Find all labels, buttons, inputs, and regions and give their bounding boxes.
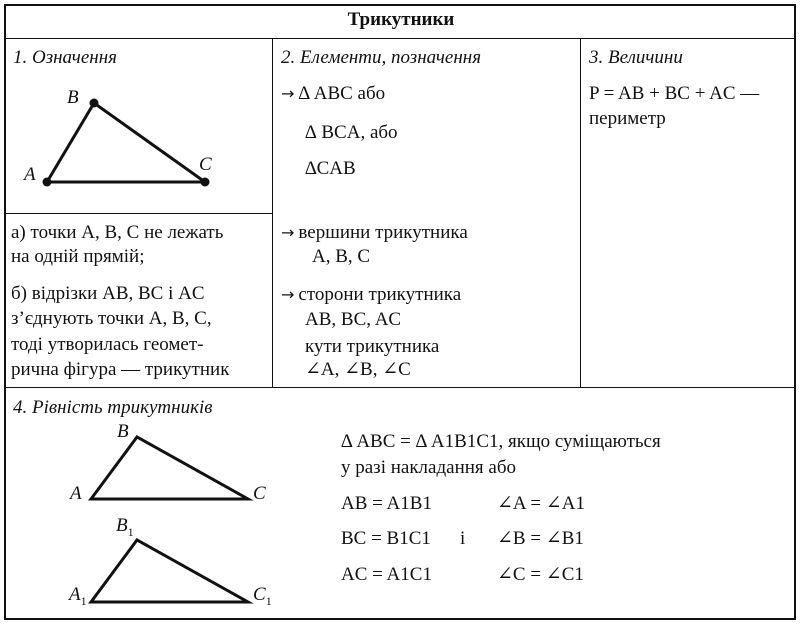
t2-label-c: $C_1$: [253, 584, 272, 608]
arrow-right-icon: →: [281, 223, 295, 242]
col3-header: 3. Величини: [589, 47, 683, 68]
arrow-right-icon: →: [281, 285, 295, 304]
angle-equality-3: ∠C = ∠C1: [497, 564, 584, 585]
side-equality-3: AC = A1C1: [341, 564, 432, 585]
perimeter-line-2: периметр: [589, 108, 666, 129]
side-equality-2: BC = B1C1: [341, 528, 431, 549]
def-a-line-1: а) точки A, B, C не лежать: [11, 222, 224, 243]
t1-label-b: B: [117, 421, 129, 442]
def-b-line-1: б) відрізки AB, BC і AC: [11, 283, 205, 304]
triangle-a1b1c1: [91, 540, 248, 602]
def-b-line-3: тоді утворилась геомет-: [11, 334, 204, 355]
notation-line-2: ∆ BCA, або: [305, 122, 398, 143]
congruence-statement-line-1: ∆ ABC = ∆ A1B1C1, якщо суміщаються: [341, 431, 661, 452]
angle-equality-1: ∠A = ∠A1: [497, 493, 585, 514]
label-c: C: [199, 154, 212, 175]
section4-header: 4. Рівність трикутників: [13, 397, 213, 418]
notation-line-1: → ∆ ABC або: [281, 83, 386, 104]
def-a-line-2: на одній прямій;: [11, 246, 145, 267]
angles-line-1: кути трикутника: [305, 336, 440, 357]
conjunction-and: і: [460, 528, 466, 549]
sides-line-1: → сторони трикутника: [281, 284, 462, 305]
angle-equality-2: ∠B = ∠B1: [497, 528, 584, 549]
t1-label-a: A: [70, 483, 82, 504]
def-b-line-4: рична фігура — трикутник: [11, 359, 230, 380]
vertices-line-2: A, B, C: [312, 246, 371, 267]
page-title: Трикутники: [347, 9, 455, 30]
t2-label-b: $B_1$: [116, 515, 134, 539]
side-equality-1: AB = A1B1: [341, 493, 432, 514]
label-b: B: [67, 87, 79, 108]
arrow-right-icon: →: [281, 84, 295, 103]
col1-header: 1. Означення: [13, 47, 117, 68]
angles-line-2: ∠A, ∠B, ∠C: [305, 359, 411, 380]
label-a: A: [24, 164, 36, 185]
sides-line-2: AB, BC, AC: [305, 309, 402, 330]
perimeter-line-1: P = AB + BC + AC —: [589, 83, 760, 104]
congruence-statement-line-2: у разі накладання або: [341, 457, 516, 478]
col2-header: 2. Елементи, позначення: [281, 47, 482, 68]
t1-label-c: C: [253, 483, 266, 504]
def-b-line-2: з’єднують точки A, B, C,: [11, 308, 212, 329]
t2-label-a: $A_1$: [69, 584, 87, 608]
notation-line-3: ∆CAB: [305, 158, 356, 179]
triangle-abc: [91, 437, 248, 499]
vertices-line-1: → вершини трикутника: [281, 222, 468, 243]
